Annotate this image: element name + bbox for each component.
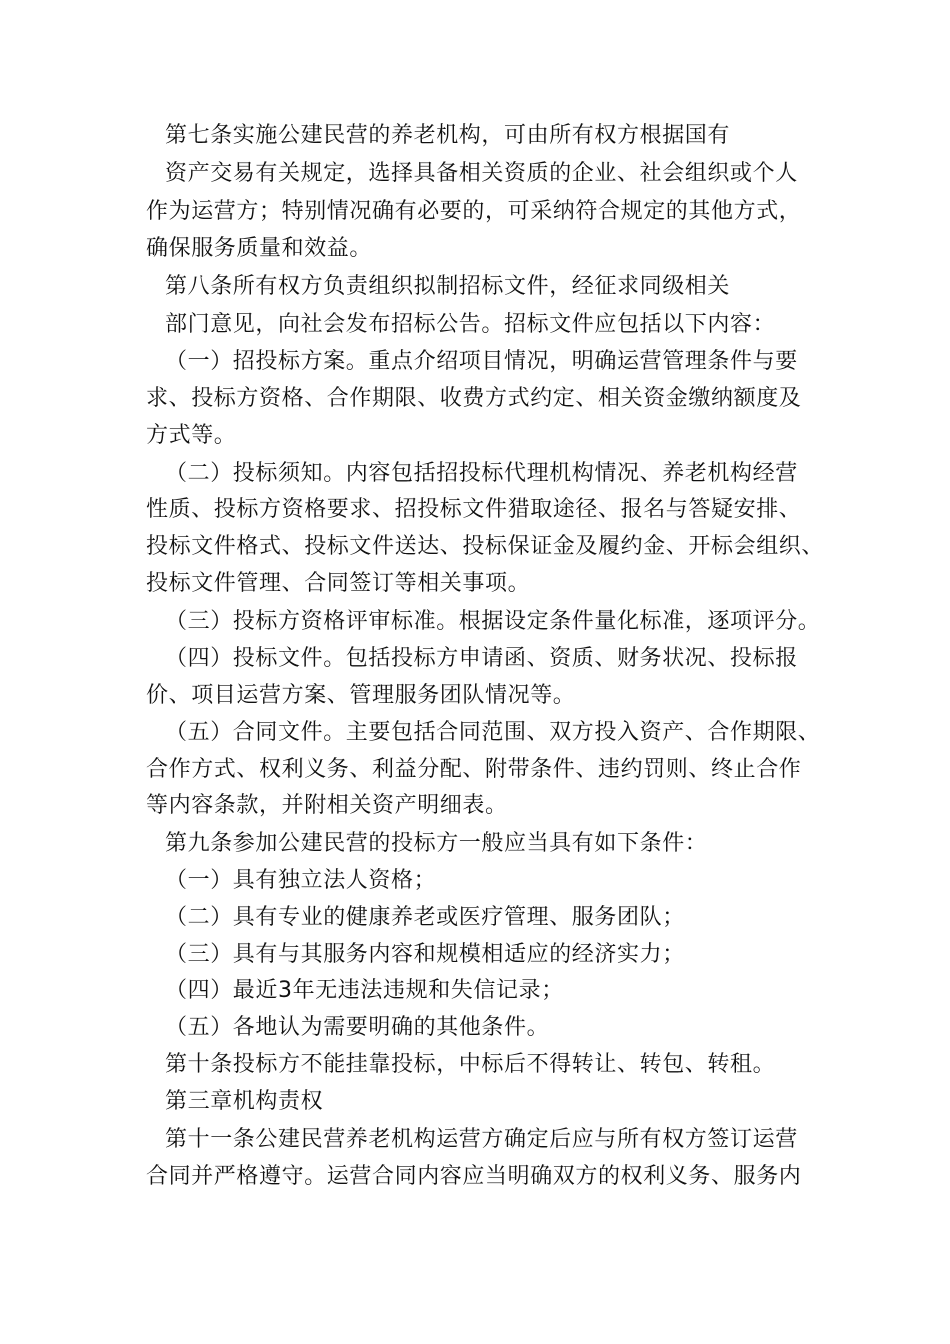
text-line: （二）投标须知。内容包括招投标代理机构情况、养老机构经营 — [165, 461, 798, 486]
text-line: 资产交易有关规定，选择具备相关资质的企业、社会组织或个人 — [165, 161, 798, 186]
chapter-heading: 第三章机构责权 — [165, 1089, 324, 1114]
text-line: 第九条参加公建民营的投标方一般应当具有如下条件： — [165, 831, 708, 856]
text-line: （四）投标文件。包括投标方申请函、资质、财务状况、投标报 — [165, 646, 798, 671]
text-line: 求、投标方资格、合作期限、收费方式约定、相关资金缴纳额度及 — [146, 386, 802, 411]
text-line: （五）各地认为需要明确的其他条件。 — [165, 1015, 550, 1040]
text-line: 作为运营方；特别情况确有必要的，可采纳符合规定的其他方式， — [146, 199, 802, 224]
text-line: （四）最近3年无违法违规和失信记录； — [165, 978, 564, 1003]
text-line: 性质、投标方资格要求、招投标文件猎取途径、报名与答疑安排、 — [146, 497, 802, 522]
text-line: 第十一条公建民营养老机构运营方确定后应与所有权方签订运营 — [165, 1127, 798, 1152]
text-line: （一）招投标方案。重点介绍项目情况，明确运营管理条件与要 — [165, 349, 798, 374]
text-line: 合同并严格遵守。运营合同内容应当明确双方的权利义务、服务内 — [146, 1164, 802, 1189]
text-line: 第七条实施公建民营的养老机构，可由所有权方根据国有 — [165, 123, 731, 148]
text-line: （五）合同文件。主要包括合同范围、双方投入资产、合作期限、 — [165, 720, 821, 745]
text-line: （三）具有与其服务内容和规模相适应的经济实力； — [165, 942, 685, 967]
text-line: 第十条投标方不能挂靠投标，中标后不得转让、转包、转租。 — [165, 1052, 776, 1077]
text-line: 确保服务质量和效益。 — [146, 236, 373, 261]
text-line: 第八条所有权方负责组织拟制招标文件，经征求同级相关 — [165, 274, 731, 299]
text-line: 等内容条款，并附相关资产明细表。 — [146, 793, 508, 818]
text-line: 价、项目运营方案、管理服务团队情况等。 — [146, 683, 576, 708]
text-line: 合作方式、权利义务、利益分配、附带条件、违约罚则、终止合作 — [146, 757, 802, 782]
text-line: 方式等。 — [146, 423, 237, 448]
text-line: 部门意见，向社会发布招标公告。招标文件应包括以下内容： — [165, 312, 776, 337]
text-line: （二）具有专业的健康养老或医疗管理、服务团队； — [165, 905, 685, 930]
text-line: 投标文件管理、合同签订等相关事项。 — [146, 571, 531, 596]
text-line: （一）具有独立法人资格； — [165, 868, 437, 893]
text-line: （三）投标方资格评审标准。根据设定条件量化标准，逐项评分。 — [165, 609, 821, 634]
text-line: 投标文件格式、投标文件送达、投标保证金及履约金、开标会组织、 — [146, 534, 825, 559]
